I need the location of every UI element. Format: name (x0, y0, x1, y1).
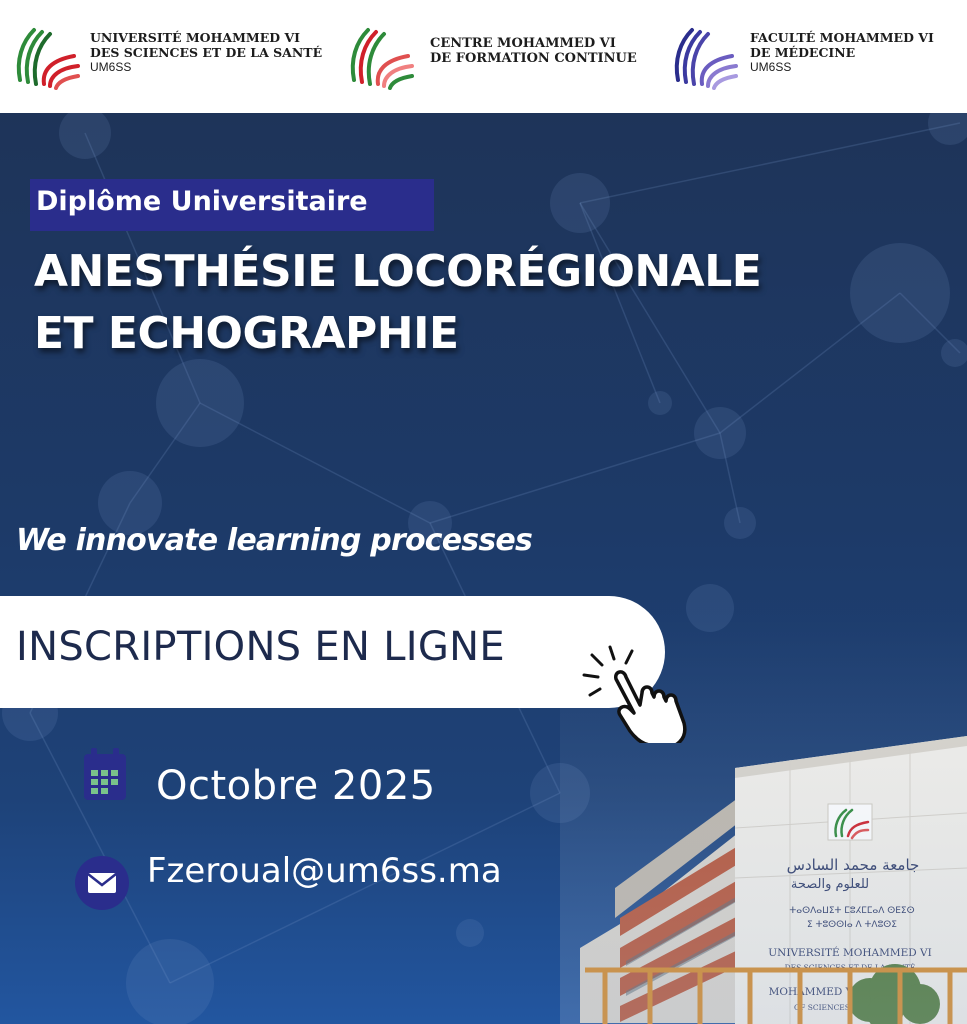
envelope-icon (74, 855, 130, 911)
logo-centre-formation[interactable] (346, 14, 656, 96)
centre-logo-icon (346, 20, 416, 90)
title-line-2: ET ECHOGRAPHIE (34, 308, 459, 359)
logo-um6ss[interactable] (12, 14, 332, 96)
logo-3-line3: UM6SS (750, 60, 792, 74)
program-title (34, 241, 761, 365)
session-date: Octobre 2025 (156, 763, 436, 809)
title-line-1: ANESTHÉSIE LOCORÉGIONALE (34, 246, 762, 297)
logo-1-line2: DES SCIENCES ET DE LA SANTÉ (90, 45, 323, 60)
logo-2-line2: DE FORMATION CONTINUE (430, 51, 637, 66)
logo-faculte-medecine[interactable] (670, 14, 960, 96)
contact-email[interactable]: Fzeroual@um6ss.ma (147, 851, 502, 891)
logo-2-line1: CENTRE MOHAMMED VI (430, 36, 616, 51)
logo-3-line1: FACULTÉ MOHAMMED VI (750, 30, 934, 45)
tagline: We innovate learning processes (16, 523, 533, 558)
logo-1-line3: UM6SS (90, 60, 132, 74)
online-registration-label[interactable]: INSCRIPTIONS EN LIGNE (16, 624, 505, 670)
calendar-icon (82, 746, 128, 802)
header-logos (0, 0, 967, 113)
hand-click-icon (580, 643, 710, 743)
poster-body (0, 113, 967, 1024)
university-logo-icon (12, 20, 82, 90)
logo-3-line2: DE MÉDECINE (750, 45, 856, 60)
logo-1-line1: UNIVERSITÉ MOHAMMED VI (90, 30, 301, 45)
program-type: Diplôme Universitaire (36, 186, 368, 217)
faculty-logo-icon (670, 20, 740, 90)
